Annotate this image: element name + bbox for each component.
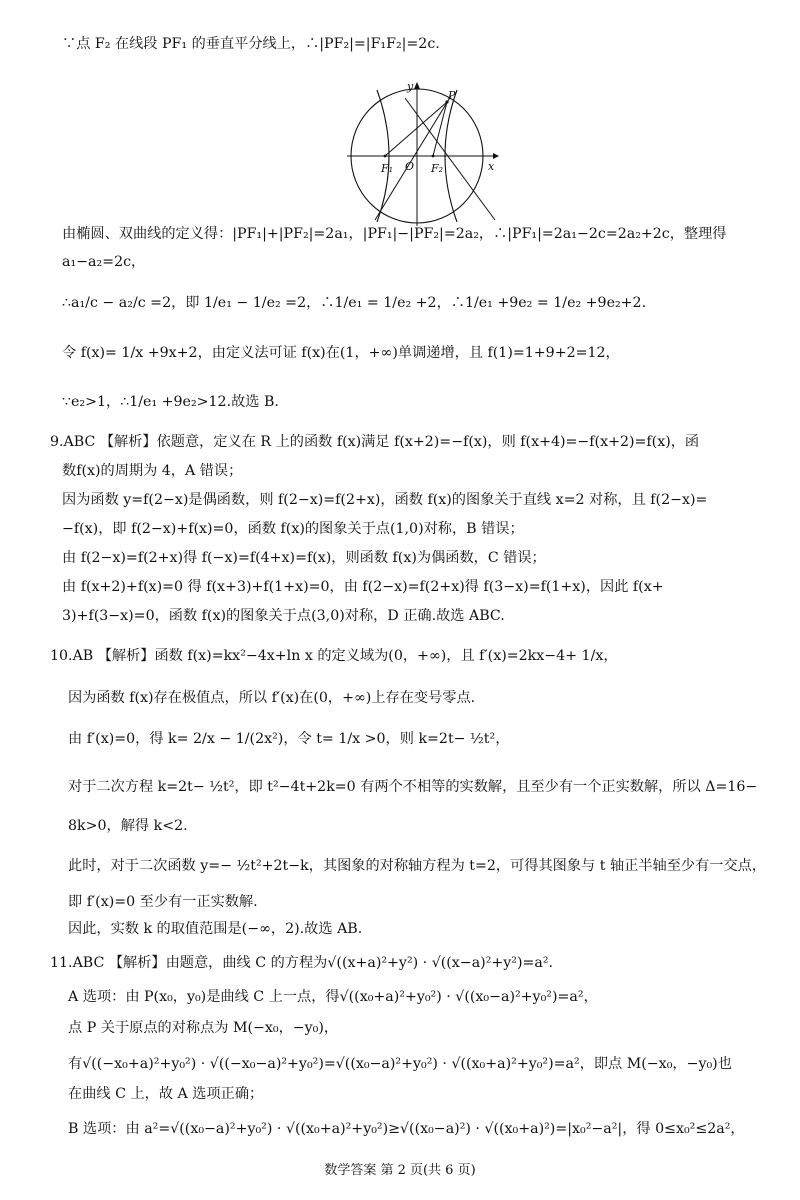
text-line: ∵e₂>1，∴1/e₁ +9e₂>12.故选 B. bbox=[62, 394, 279, 410]
text-line: ∴a₁/c − a₂/c =2，即 1/e₁ − 1/e₂ =2，∴1/e₁ = 1/e₂ +2，∴1/e₁ +9e₂ = 1/e₂ +9e₂+2. bbox=[62, 295, 647, 311]
text-line: 即 f′(x)=0 至少有一正实数解. bbox=[68, 894, 258, 910]
text-line: 此时，对于二次函数 y=− ½t²+2t−k，其图象的对称轴方程为 t=2，可得其图象与 t 轴正半轴至少有一交点， bbox=[68, 858, 767, 874]
text-line: B 选项：由 a²=√((x₀−a)²+y₀²) · √((x₀+a)²+y₀²)≥√((x₀−a)²) · √((x₀+a)²)=|x₀²−a²|，得 0≤x₀²≤2a²， bbox=[68, 1121, 745, 1137]
point-f2 bbox=[432, 155, 435, 158]
text-line: 由 f(x+2)+f(x)=0 得 f(x+3)+f(1+x)=0，由 f(2−x)=f(2+x)得 f(3−x)=f(1+x)，因此 f(x+ bbox=[62, 579, 664, 595]
text-line: 点 P 关于原点的对称点为 M(−x₀，−y₀)， bbox=[68, 1020, 339, 1036]
perpendicular-bisector bbox=[405, 98, 495, 220]
auxiliary-line bbox=[375, 96, 451, 220]
label-f1: F₁ bbox=[381, 162, 394, 175]
y-axis-arrow bbox=[414, 82, 420, 89]
text-line: 令 f(x)= 1/x +9x+2，由定义法可证 f(x)在(1，+∞)单调递增，且 f(1)=1+9+2=12， bbox=[62, 345, 620, 361]
text-line: 10.AB 【解析】函数 f(x)=kx²−4x+ln x 的定义域为(0，+∞)，且 f′(x)=2kx−4+ 1/x， bbox=[50, 648, 618, 664]
text-line: a₁−a₂=2c， bbox=[62, 254, 146, 270]
label-p: P bbox=[448, 89, 456, 102]
text-line: 由 f(2−x)=f(2+x)得 f(−x)=f(4+x)=f(x)，则函数 f(x)为偶函数，C 错误； bbox=[62, 550, 546, 566]
text-line: −f(x)，即 f(2−x)+f(x)=0，函数 f(x)的图象关于点(1,0)对称，B 错误； bbox=[62, 521, 524, 537]
label-y: y bbox=[407, 80, 414, 93]
text-line: 8k>0，解得 k<2. bbox=[68, 818, 188, 834]
label-f2: F₂ bbox=[431, 162, 444, 175]
ellipse-hyperbola-figure bbox=[345, 80, 500, 228]
point-f1 bbox=[384, 155, 387, 158]
text-line: 数f(x)的周期为 4，A 错误； bbox=[62, 463, 243, 479]
text-line: 因为函数 f(x)存在极值点，所以 f′(x)在(0，+∞)上存在变号零点. bbox=[68, 690, 476, 706]
text-line: 对于二次方程 k=2t− ½t²，即 t²−4t+2k=0 有两个不相等的实数解，且至少有一个正实数解，所以 Δ=16− bbox=[68, 779, 758, 795]
line-pf1 bbox=[385, 102, 447, 156]
text-line: 在曲线 C 上，故 A 选项正确； bbox=[68, 1086, 264, 1102]
text-line: 3)+f(3−x)=0，函数 f(x)的图象关于点(3,0)对称，D 正确.故选 ABC. bbox=[62, 608, 505, 624]
text-line: 9.ABC 【解析】依题意，定义在 R 上的函数 f(x)满足 f(x+2)=−f(x)，则 f(x+4)=−f(x+2)=f(x)，函 bbox=[50, 434, 700, 450]
page-footer: 数学答案 第 2 页(共 6 页) bbox=[324, 1163, 476, 1178]
x-axis-arrow bbox=[493, 153, 499, 159]
label-o: O bbox=[405, 160, 415, 173]
text-line: 因为函数 y=f(2−x)是偶函数，则 f(2−x)=f(2+x)，函数 f(x)的图象关于直线 x=2 对称，且 f(2−x)= bbox=[62, 492, 708, 508]
text-line: ∵点 F₂ 在线段 PF₁ 的垂直平分线上，∴|PF₂|=|F₁F₂|=2c. bbox=[62, 36, 440, 52]
label-x: x bbox=[488, 160, 495, 173]
text-line: 由 f′(x)=0，得 k= 2/x − 1/(2x²)，令 t= 1/x >0，则 k=2t− ½t²， bbox=[68, 731, 510, 747]
text-line: 有√((−x₀+a)²+y₀²) · √((−x₀−a)²+y₀²)=√((x₀−a)²+y₀²) · √((x₀+a)²+y₀²)=a²，即点 M(−x₀，−y₀)也 bbox=[68, 1056, 732, 1072]
text-line: 因此，实数 k 的取值范围是(−∞，2).故选 AB. bbox=[68, 921, 363, 937]
text-line: A 选项：由 P(x₀，y₀)是曲线 C 上一点，得√((x₀+a)²+y₀²) · √((x₀−a)²+y₀²)=a²， bbox=[68, 989, 598, 1005]
text-line: 由椭圆、双曲线的定义得：|PF₁|+|PF₂|=2a₁，|PF₁|−|PF₂|=2a₂，∴|PF₁|=2a₁−2c=2a₂+2c，整理得 bbox=[62, 226, 727, 242]
text-line: 11.ABC 【解析】由题意，曲线 C 的方程为√((x+a)²+y²) · √((x−a)²+y²)=a². bbox=[50, 955, 554, 971]
